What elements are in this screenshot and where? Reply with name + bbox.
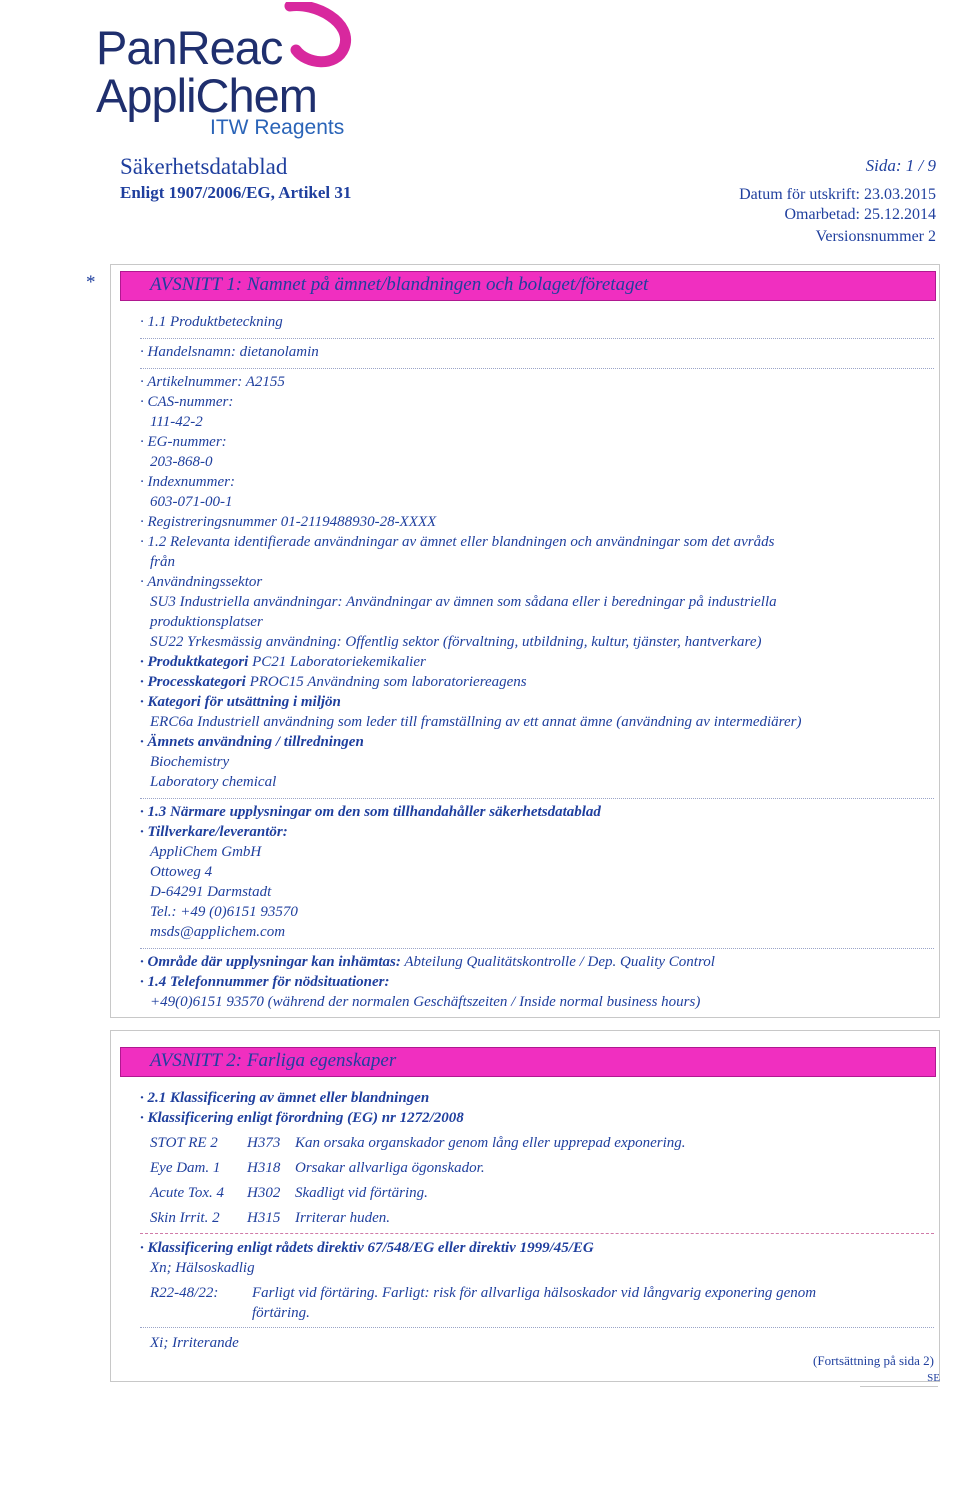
prod-cat-row: · Produktkategori PC21 Laboratoriekemikalier [140, 654, 426, 670]
language-code: SE [927, 1372, 940, 1384]
revision-marker: * [86, 272, 96, 293]
section2-box [110, 1030, 940, 1382]
r-phrase-text-cont: förtäring. [252, 1305, 310, 1321]
continued-note: (Fortsättning på sida 2) [813, 1353, 934, 1368]
section1-title: AVSNITT 1: Namnet på ämnet/blandningen och bolaget/företaget [150, 274, 649, 295]
supplier-label: · Tillverkare/leverantör: [140, 824, 288, 840]
s12-label-cont: från [150, 554, 176, 570]
env-label: · Kategori för utsättning i miljön [140, 694, 341, 710]
print-date: Datum för utskrift: 23.03.2015 [739, 186, 936, 203]
revised-date: Omarbetad: 25.12.2014 [784, 206, 936, 223]
classification-row: Eye Dam. 1 H318 Orsakar allvarliga ögonskador. [150, 1160, 485, 1176]
email-link[interactable]: msds@applichem.com [150, 924, 286, 940]
s12-label: · 1.2 Relevanta identifierade användningar av ämnet eller blandningen och användningar som det avråds [140, 534, 775, 550]
classification-row: Skin Irrit. 2 H315 Irriterar huden. [150, 1210, 390, 1226]
reg-row: · Registreringsnummer 01-2119488930-28-XXXX [140, 514, 437, 530]
proc-cat-row: · Processkategori PROC15 Användning som laboratoriereagens [140, 674, 527, 690]
logo-line-applichem: AppliChem [96, 69, 317, 122]
logo-line-itw: ITW Reagents [210, 116, 345, 139]
address-line: D-64291 Darmstadt [150, 884, 272, 900]
divider [140, 368, 934, 369]
use-2: Laboratory chemical [150, 774, 277, 790]
document-subtitle: Enligt 1907/2006/EG, Artikel 31 [120, 183, 352, 202]
use-1: Biochemistry [150, 754, 230, 770]
directive-label: · Klassificering enligt rådets direktiv 67/548/EG eller direktiv 1999/45/EG [140, 1240, 594, 1256]
emergency-number: +49(0)6151 93570 (während der normalen Geschäftszeiten / Inside normal business hours) [150, 994, 701, 1010]
page-number: Sida: 1 / 9 [865, 156, 936, 175]
xi-class: Xi; Irriterande [150, 1335, 239, 1351]
divider [140, 1327, 934, 1328]
version-number: Versionsnummer 2 [815, 228, 936, 245]
cas-label: · CAS-nummer: [140, 394, 234, 410]
divider [140, 798, 934, 799]
index-value: 603-071-00-1 [150, 494, 233, 510]
classification-row: STOT RE 2 H373 Kan orsaka organskador genom lång eller upprepad exponering. [150, 1135, 686, 1151]
ec-label: · EG-nummer: [140, 434, 227, 450]
use-label: · Ämnets användning / tillredningen [140, 734, 364, 750]
address-line: AppliChem GmbH [150, 844, 262, 860]
divider [140, 338, 934, 339]
s11-label: · 1.1 Produktbeteckning [140, 314, 283, 330]
index-label: · Indexnummer: [140, 474, 235, 490]
erc-row: ERC6a Industriell användning som leder till framställning av ett annat ämne (användning av intermediärer) [150, 714, 802, 730]
xn-class: Xn; Hälsoskadlig [150, 1260, 255, 1276]
su3-row-cont: produktionsplatser [150, 614, 263, 630]
clp-label: · Klassificering enligt förordning (EG) nr 1272/2008 [140, 1110, 464, 1126]
info-row: · Område där upplysningar kan inhämtas: Abteilung Qualitätskontrolle / Dep. Quality Control [140, 954, 715, 970]
classification-row: Acute Tox. 4 H302 Skadligt vid förtäring. [150, 1185, 428, 1201]
section2-title: AVSNITT 2: Farliga egenskaper [150, 1050, 397, 1071]
r-phrase-text: Farligt vid förtäring. Farligt: risk för allvarliga hälsoskador vid långvarig exponering genom [252, 1285, 817, 1301]
s13-label: · 1.3 Närmare upplysningar om den som tillhandahåller säkerhetsdatablad [140, 804, 601, 820]
logo-line-panreac: PanReac [96, 21, 283, 74]
cas-value: 111-42-2 [150, 414, 203, 430]
divider [140, 1233, 934, 1234]
r-phrase-code: R22-48/22: [150, 1285, 219, 1301]
footer-rule [860, 1386, 938, 1387]
article-row: · Artikelnummer: A2155 [140, 374, 285, 390]
su3-row: SU3 Industriella användningar: Användningar av ämnen som sådana eller i beredningar på industriella [150, 594, 777, 610]
s21-label: · 2.1 Klassificering av ämnet eller blandningen [140, 1090, 430, 1106]
ec-value: 203-868-0 [150, 454, 213, 470]
su22-row: SU22 Yrkesmässig användning: Offentlig sektor (förvaltning, utbildning, kultur, tjänster, hantverkare) [150, 634, 762, 650]
trade-name-row: · Handelsnamn: dietanolamin [140, 344, 319, 360]
phone-line: Tel.: +49 (0)6151 93570 [150, 904, 298, 920]
address-line: Ottoweg 4 [150, 864, 213, 880]
divider [140, 948, 934, 949]
document-title: Säkerhetsdatablad [120, 154, 288, 179]
sector-label: · Användningssektor [140, 574, 263, 590]
s14-label: · 1.4 Telefonnummer för nödsituationer: [140, 974, 390, 990]
